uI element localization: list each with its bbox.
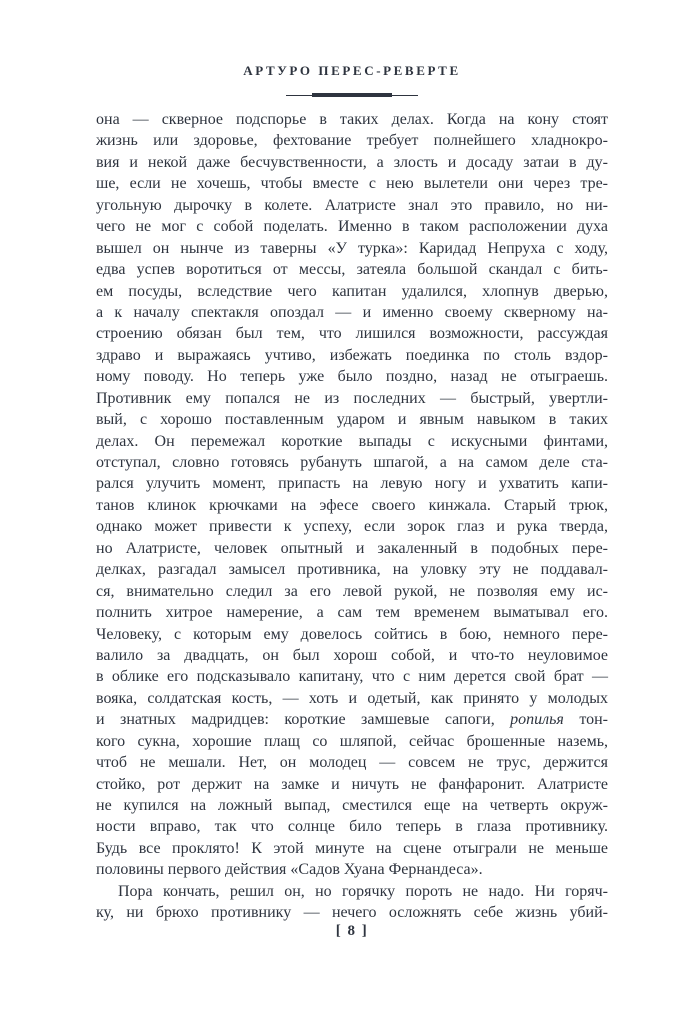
text-line: кого сукна, хорошие плащ со шляпой, сейчас брошенные наземь, — [96, 732, 608, 750]
text-line: ности вправо, так что солнце било теперь в глаза противнику. — [96, 818, 608, 836]
page-number-folio: [ 8 ] — [335, 923, 369, 939]
page-body-text — [96, 109, 608, 924]
text-line: не купился на ложный выпад, сместился еще на четверть окруж- — [96, 797, 608, 814]
text-line: в облике его подсказывало капитану, что с ним дерется свой брат — — [96, 668, 608, 686]
text-line: однако может привести к успеху, если зорок глаз и рука тверда, — [96, 518, 608, 536]
text-line: здраво и выражаясь учтиво, избежать поединка по столь вздор- — [96, 346, 608, 364]
text-line: танов клинок крючками на эфесе своего кинжала. Старый трюк, — [96, 496, 608, 514]
text-line: жизнь или здоровье, фехтование требует полнейшего хладнокро- — [96, 132, 608, 150]
text-line: угольную дырочку в колете. Алатристе знал это правило, но ни- — [96, 196, 608, 214]
text-segment: тон- — [563, 711, 608, 729]
italic-term: ропилья — [510, 711, 564, 729]
text-line: чего не мог с собой поделать. Именно в таком расположении духа — [96, 218, 608, 236]
text-line: делах. Он перемежал короткие выпады с искусными финтами, — [96, 432, 608, 450]
text-line: Будь все проклято! К этой минуте на сцене отыграли не меньше — [96, 839, 608, 857]
text-line: она — скверное подспорье в таких делах. Когда на кону стоят — [96, 111, 608, 128]
text-line: вый, с хорошо поставленным ударом и явным навыком в таких — [96, 411, 608, 429]
header-ornament-thick-rule — [312, 93, 392, 97]
text-line: едва успев воротиться от мессы, затеяла большой скандал с бить- — [96, 261, 608, 279]
text-line: Пора кончать, решил он, но горячку пороть не надо. Ни горяч- — [118, 882, 608, 900]
text-line: но Алатристе, человек опытный и закаленный в подобных пере- — [96, 539, 608, 557]
text-line: ному поводу. Но теперь уже было поздно, назад не отыграешь. — [96, 368, 608, 386]
text-line: ку, ни брюхо противнику — нечего осложнять себе жизнь убий- — [96, 904, 608, 922]
text-line: вышел он нынче из таверны «У турка»: Каридад Непруха с ходу, — [96, 239, 608, 257]
text-line: стойко, рот держит на замке и ничуть не фанфаронит. Алатристе — [96, 775, 608, 793]
text-line: ся, внимательно следил за его левой рукой, не позволяя ему ис- — [96, 582, 608, 600]
text-line: ем посуды, вследствие чего капитан удалился, хлопнув дверью, — [96, 282, 608, 300]
text-line: а к началу спектакля опоздал — и именно своему скверному на- — [96, 303, 608, 321]
text-line: Человеку, с которым ему довелось сойтись в бою, немного пере- — [96, 625, 608, 643]
text-line: ше, если не хочешь, чтобы вместе с нею вылетели они через тре- — [96, 175, 608, 193]
text-line: делках, разгадал замысел противника, на уловку эту не поддавал- — [96, 561, 608, 579]
text-segment: и знатных мадридцев: короткие замшевые сапоги, — [96, 711, 511, 729]
text-line: половины первого действия «Садов Хуана Фернандеса». — [96, 861, 483, 879]
text-line: полнить хитрое намерение, а сам тем временем выматывал его. — [96, 604, 608, 622]
text-line: отступал, словно готовясь рубануть шпагой, а на самом деле ста- — [96, 454, 608, 471]
text-line: чтоб не мешали. Нет, он молодец — совсем не трус, держится — [96, 754, 608, 772]
running-head-author: АРТУРО ПЕРЕС-РЕВЕРТЕ — [243, 63, 461, 78]
text-line: вия и некой даже бесчувственности, а злость и досаду затаи в ду- — [96, 153, 608, 171]
text-line: рался улучить момент, припасть на левую ногу и ухватить капи- — [96, 475, 608, 493]
text-line: строению обязан был тем, что лишился возможности, рассуждая — [96, 325, 608, 343]
text-line: валило за двадцать, он был хорош собой, и что-то неуловимое — [96, 646, 608, 664]
text-line: вояка, солдатская кость, — хоть и одетый, как принято у молодых — [96, 689, 608, 707]
text-line: Противник ему попался не из последних — быстрый, увертли- — [96, 389, 608, 407]
text-line — [96, 709, 608, 730]
